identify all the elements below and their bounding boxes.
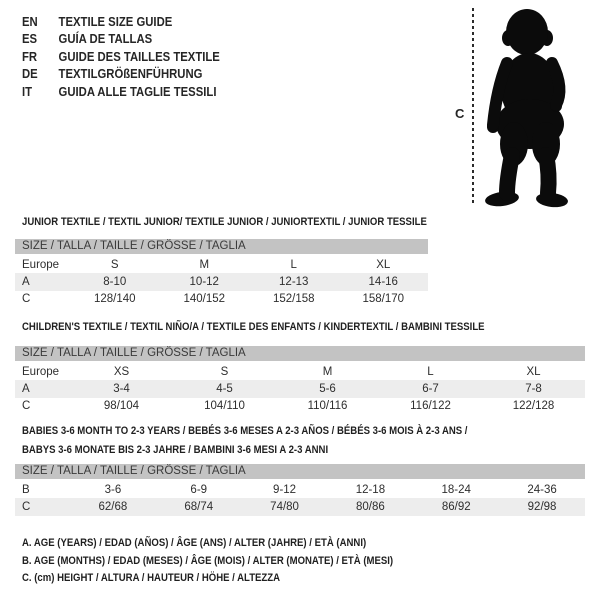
lang-code: ES [22, 31, 38, 47]
table-size-header-bar: SIZE / TALLA / TAILLE / GRÖSSE / TAGLIA [15, 239, 428, 254]
table-cell: 3-4 [113, 383, 130, 396]
table-cell: 128/140 [93, 293, 136, 306]
table-row [15, 363, 585, 380]
table-row [15, 498, 585, 515]
toddler-silhouette-icon [479, 5, 591, 209]
table-cell: XS [113, 365, 130, 378]
row-label: C [22, 293, 31, 306]
lang-row-de [22, 65, 220, 82]
row-label: C [22, 501, 31, 514]
lang-row-es [22, 30, 220, 47]
height-measure-label: C [455, 106, 465, 121]
lang-label: TEXTILE SIZE GUIDE [58, 14, 173, 29]
table-cell: 12-13 [279, 276, 309, 289]
table-cell: 5-6 [319, 383, 336, 396]
row-label: Europe [22, 365, 60, 378]
table-cell: 10-12 [189, 276, 219, 289]
table-cell: 116/122 [410, 400, 451, 413]
table-cell: 104/110 [204, 400, 245, 413]
table-cell: L [290, 258, 297, 271]
section-title-line: BABYS 3-6 MONATE BIS 2-3 JAHRE / BAMBINI 3-6 MESI A 2-3 ANNI [22, 443, 329, 456]
row-label: C [22, 400, 31, 413]
table-cell: 24-36 [527, 483, 557, 496]
table-row [15, 273, 428, 290]
table-row [15, 398, 585, 415]
table-cell: 4-5 [216, 383, 233, 396]
table-cell: XL [376, 258, 391, 271]
table-cell: 98/104 [103, 400, 140, 413]
table-cell: 6-9 [190, 483, 208, 496]
table-row [15, 256, 428, 273]
row-label: A [22, 383, 30, 396]
table-row [15, 380, 585, 397]
section-title-line: JUNIOR TEXTILE / TEXTIL JUNIOR/ TEXTILE JUNIOR / JUNIORTEXTIL / JUNIOR TESSILE [22, 216, 427, 228]
table-cell: M [322, 365, 333, 378]
table-size-header-bar: SIZE / TALLA / TAILLE / GRÖSSE / TAGLIA [15, 346, 585, 361]
table-cell: 6-7 [422, 383, 439, 396]
table-cell: 12-18 [355, 483, 386, 496]
table-row [15, 481, 585, 498]
table-cell: 122/128 [512, 400, 555, 413]
lang-code: DE [22, 66, 38, 82]
section-title-line: CHILDREN'S TEXTILE / TEXTIL NIÑO/A / TEXTILE DES ENFANTS / KINDERTEXTIL / BAMBINI TESSILE [22, 321, 485, 333]
row-label: B [22, 483, 30, 496]
table-cell: 7-8 [525, 383, 542, 396]
table-cell: 92/98 [527, 501, 557, 514]
table-cell: S [220, 365, 229, 378]
legend [22, 535, 449, 588]
section-title-junior [22, 213, 427, 232]
lang-label: GUÍA DE TALLAS [58, 31, 153, 47]
table-cell: 110/116 [307, 400, 348, 413]
children-size-table [15, 346, 585, 415]
babies-size-table [15, 464, 585, 516]
table-cell: 140/152 [183, 293, 226, 306]
lang-label: TEXTILGRÖßENFÜHRUNG [58, 66, 203, 82]
table-cell: 158/170 [362, 293, 405, 306]
lang-row-en [22, 13, 220, 30]
table-cell: 74/80 [270, 501, 299, 514]
section-title-children [22, 318, 485, 337]
table-cell: M [199, 258, 210, 271]
lang-code: IT [22, 83, 33, 99]
lang-label: GUIDA ALLE TAGLIE TESSILI [58, 83, 217, 99]
row-label: Europe [22, 258, 60, 271]
table-cell: 14-16 [368, 276, 398, 289]
table-cell: 80/86 [356, 501, 385, 514]
table-cell: 9-12 [273, 483, 297, 496]
height-measure-dashed-line [472, 8, 474, 206]
table-size-header-bar: SIZE / TALLA / TAILLE / GRÖSSE / TAGLIA [15, 464, 585, 479]
table-cell: 68/74 [184, 501, 214, 514]
legend-line-a: A. AGE (YEARS) / EDAD (AÑOS) / ÂGE (ANS) / ALTER (JAHRE) / ETÀ (ANNI) [22, 537, 367, 549]
table-row [15, 291, 428, 308]
junior-size-table [15, 239, 428, 308]
table-cell: 18-24 [441, 483, 471, 496]
table-cell: 152/158 [272, 293, 315, 306]
table-cell: 86/92 [441, 501, 471, 514]
section-title-line: BABIES 3-6 MONTH TO 2-3 YEARS / BEBÉS 3-6 MESES A 2-3 AÑOS / BÉBÉS 3-6 MOIS À 2-3 ANS / [22, 425, 468, 437]
lang-code: FR [22, 48, 38, 64]
table-cell: 8-10 [103, 276, 127, 289]
lang-row-fr [22, 48, 220, 65]
row-label: A [22, 276, 30, 289]
lang-row-it [22, 83, 220, 100]
section-title-babies [22, 422, 467, 459]
legend-line-c: C. (cm) HEIGHT / ALTURA / HAUTEUR / HÖHE / ALTEZZA [22, 572, 281, 585]
legend-line-b: B. AGE (MONTHS) / EDAD (MESES) / ÂGE (MOIS) / ALTER (MONATE) / ETÀ (MESI) [22, 554, 394, 567]
table-cell: L [427, 365, 434, 378]
language-list [22, 13, 249, 100]
table-cell: 3-6 [104, 483, 122, 496]
lang-code: EN [22, 14, 38, 29]
lang-label: GUIDE DES TAILLES TEXTILE [58, 48, 220, 64]
table-cell: XL [526, 365, 541, 378]
table-cell: S [110, 258, 119, 271]
table-cell: 62/68 [98, 501, 128, 514]
